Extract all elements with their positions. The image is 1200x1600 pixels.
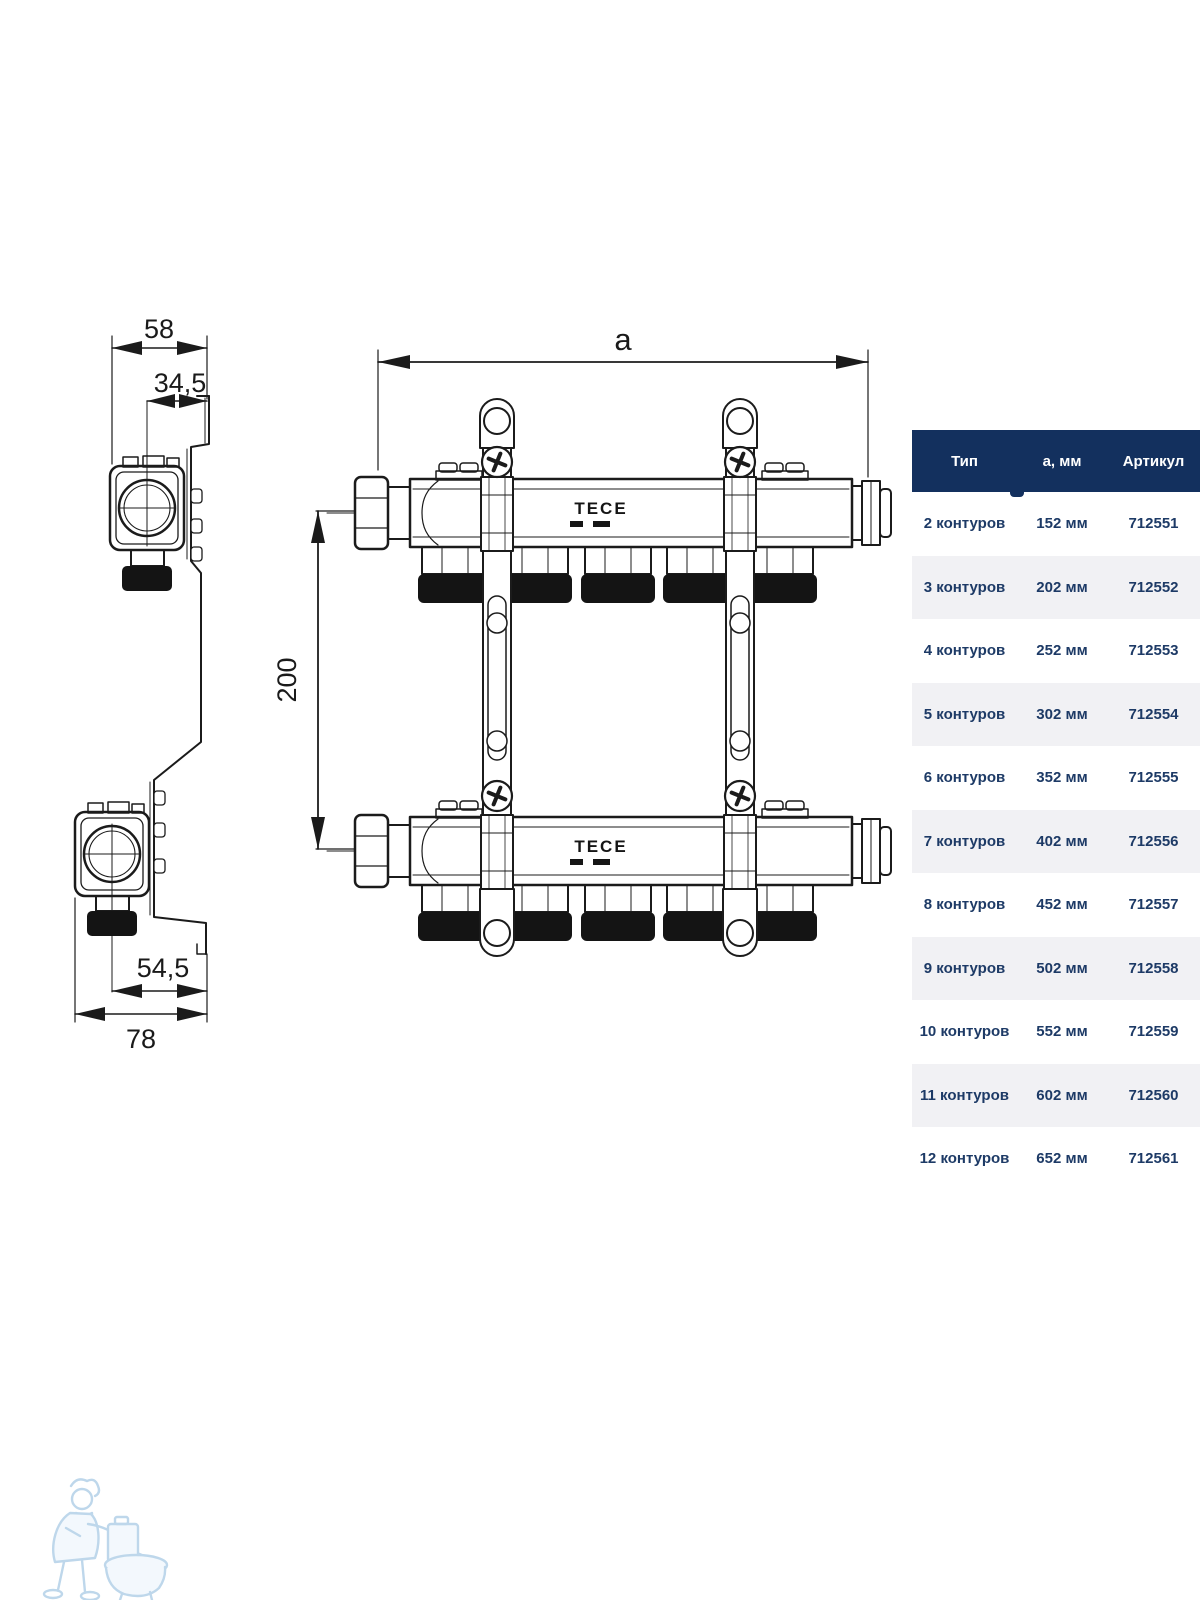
- cell-article: 712552: [1128, 578, 1179, 596]
- mounting-rail-right: [723, 399, 757, 956]
- dim-58-label: 58: [143, 314, 175, 344]
- cell-article: 712555: [1128, 769, 1179, 787]
- phillips-screw: [482, 781, 512, 811]
- cell-a: 552 мм: [1036, 1023, 1088, 1041]
- dim-34-5-label: 34,5: [153, 368, 207, 398]
- side-view: [75, 314, 209, 1054]
- phillips-screw: [482, 447, 512, 477]
- dim-200-label: 200: [272, 657, 302, 703]
- cell-a: 652 мм: [1036, 1150, 1088, 1168]
- phillips-screw: [725, 781, 755, 811]
- column-header-type: Тип: [951, 452, 978, 470]
- cell-article: 712556: [1128, 832, 1179, 850]
- mounting-rail-left: [480, 399, 514, 956]
- cell-type: 8 контуров: [923, 896, 1006, 914]
- header-notch: [1010, 490, 1024, 497]
- table-row: [912, 873, 1200, 937]
- table-row: [912, 1127, 1200, 1191]
- wall-bracket-profile: [150, 396, 209, 954]
- dim-a-label: a: [614, 322, 632, 357]
- table-row: [912, 619, 1200, 683]
- cell-article: 712557: [1128, 896, 1179, 914]
- cell-a: 452 мм: [1036, 896, 1088, 914]
- cell-a: 602 мм: [1036, 1086, 1088, 1104]
- cell-type: 10 контуров: [919, 1023, 1010, 1041]
- cell-article: 712551: [1128, 515, 1179, 533]
- table-row: [912, 810, 1200, 874]
- cell-a: 502 мм: [1036, 959, 1088, 977]
- table-row: [912, 683, 1200, 747]
- brand-label-bottom: TECE: [574, 837, 628, 856]
- table-row: [912, 556, 1200, 620]
- spec-table-header: [912, 430, 1200, 492]
- outlets-top: [418, 547, 817, 603]
- cell-a: 252 мм: [1036, 642, 1088, 660]
- cell-a: 302 мм: [1036, 705, 1088, 723]
- table-row: [912, 1064, 1200, 1128]
- brand-label-top: TECE: [574, 499, 628, 518]
- column-header-article: Артикул: [1122, 452, 1185, 470]
- table-row: [912, 1000, 1200, 1064]
- cell-type: 4 контуров: [923, 642, 1006, 660]
- spec-table-body: [912, 492, 1200, 1191]
- cell-a: 202 мм: [1036, 578, 1088, 596]
- table-row: [912, 492, 1200, 556]
- dimension-54-5: [112, 953, 207, 998]
- cell-article: 712561: [1128, 1150, 1179, 1168]
- cell-a: 402 мм: [1036, 832, 1088, 850]
- manifold-bar-top: [327, 463, 891, 603]
- cell-a: 352 мм: [1036, 769, 1088, 787]
- cell-type: 3 контуров: [923, 578, 1006, 596]
- dimension-78: [75, 1007, 207, 1054]
- cell-type: 11 контуров: [920, 1086, 1009, 1104]
- cell-a: 152 мм: [1036, 515, 1088, 533]
- dimension-a: [378, 322, 868, 477]
- cell-type: 7 контуров: [923, 832, 1006, 850]
- phillips-screw: [725, 447, 755, 477]
- cell-article: 712560: [1128, 1086, 1179, 1104]
- cell-type: 5 контуров: [923, 705, 1006, 723]
- front-view: [272, 322, 891, 956]
- plumber-mascot-watermark: [44, 1479, 167, 1600]
- cell-type: 12 контуров: [919, 1150, 1010, 1168]
- cell-type: 2 контуров: [923, 515, 1006, 533]
- dimension-200: [272, 511, 355, 849]
- column-header-a-mm: a, мм: [1042, 452, 1082, 470]
- cell-type: 6 контуров: [923, 769, 1006, 787]
- dim-54-5-label: 54,5: [136, 953, 190, 983]
- cell-article: 712559: [1128, 1023, 1179, 1041]
- table-row: [912, 746, 1200, 810]
- cell-article: 712558: [1128, 959, 1179, 977]
- dim-78-label: 78: [125, 1024, 157, 1054]
- table-row: [912, 937, 1200, 1001]
- manifold-bar-bottom: [327, 801, 891, 941]
- cell-article: 712553: [1128, 642, 1179, 660]
- spec-table: [912, 430, 1200, 1191]
- cell-type: 9 контуров: [923, 959, 1006, 977]
- cell-article: 712554: [1128, 705, 1179, 723]
